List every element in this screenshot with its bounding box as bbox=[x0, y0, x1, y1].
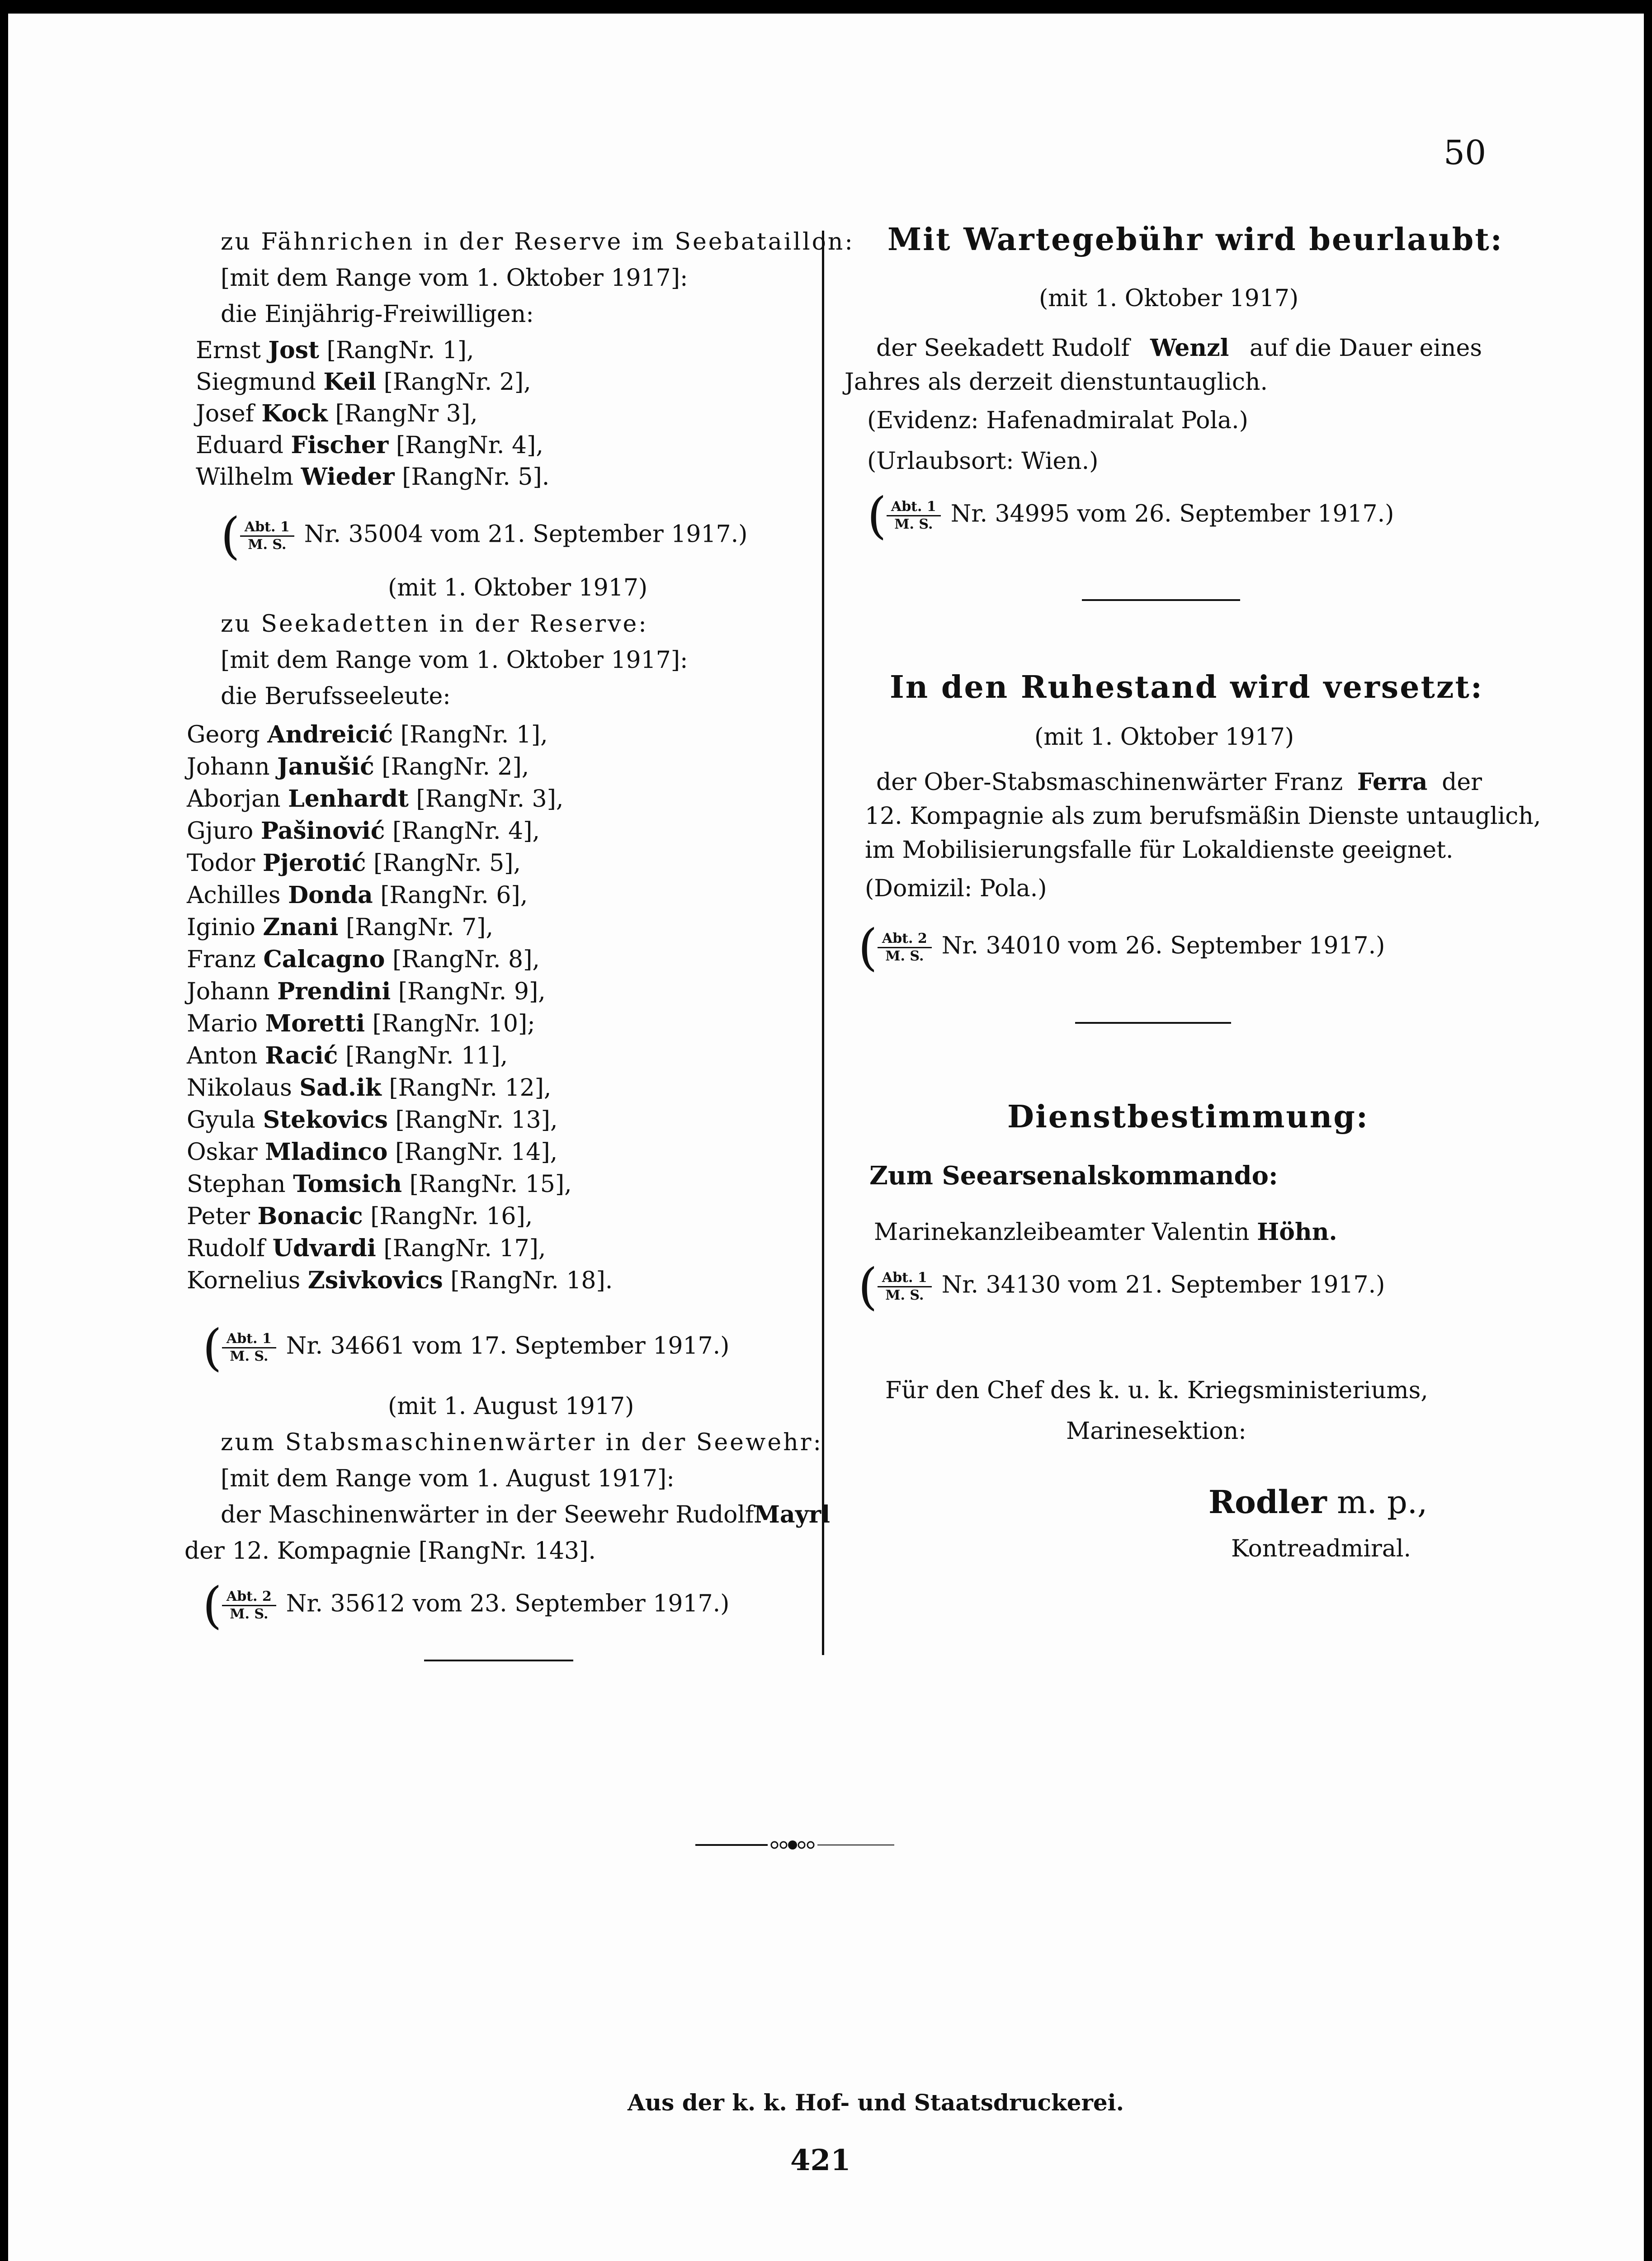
signature-line: Für den Chef des k. u. k. Kriegsministeriums, bbox=[885, 1377, 1428, 1404]
person-surname: Sad.ik bbox=[299, 1074, 382, 1102]
person-entry: Franz Calcagno [RangNr. 8], bbox=[187, 946, 540, 973]
body-line: der Seekadett Rudolf Wenzl auf die Dauer eines bbox=[876, 334, 1482, 362]
group-label: die Einjährig-Freiwilligen: bbox=[221, 301, 534, 328]
date-line: (mit 1. August 1917) bbox=[388, 1393, 634, 1420]
section-heading-seekadetten: zu Seekadetten in der Reserve: bbox=[221, 610, 648, 638]
person-entry: Gyula Stekovics [RangNr. 13], bbox=[187, 1106, 558, 1134]
date-line: (mit 1. Oktober 1917) bbox=[1039, 285, 1299, 312]
section-heading-ruhestand: In den Ruhestand wird versetzt: bbox=[890, 669, 1484, 705]
section-heading-dienstbestimmung: Dienstbestimmung: bbox=[1007, 1099, 1369, 1135]
reference-line: ( $\frac{\text{Abt. 1}}{M. S.}$ Nr. 34995 vom 26. September 1917.) bbox=[867, 487, 1394, 544]
body-line: der 12. Kompagnie [RangNr. 143]. bbox=[184, 1537, 596, 1565]
section-heading-wartegebuehr: Mit Wartegebühr wird beurlaubt: bbox=[887, 222, 1503, 258]
person-surname: Mladinco bbox=[265, 1138, 388, 1166]
person-entry: Siegmund Keil [RangNr. 2], bbox=[196, 368, 531, 396]
person-entry: Josef Kock [RangNr 3], bbox=[196, 400, 478, 427]
person-name: Ferra bbox=[1357, 768, 1428, 796]
person-surname: Janušić bbox=[277, 753, 374, 780]
person-entry: Johann Janušić [RangNr. 2], bbox=[187, 753, 529, 780]
person-surname: Wieder bbox=[301, 463, 395, 491]
date-line: (mit 1. Oktober 1917) bbox=[388, 574, 648, 601]
reference-line: ( $\frac{\text{Abt. 2}}{M. S.}$ Nr. 34010 vom 26. September 1917.) bbox=[858, 918, 1385, 976]
domicile-line: (Domizil: Pola.) bbox=[865, 875, 1047, 902]
person-surname: Znani bbox=[263, 913, 339, 941]
reference-text: Nr. 34661 vom 17. September 1917.) bbox=[286, 1332, 730, 1360]
signatory-title: Kontreadmiral. bbox=[1231, 1535, 1411, 1562]
person-entry: Aborjan Lenhardt [RangNr. 3], bbox=[187, 785, 564, 813]
reference-line: ( $\frac{\text{Abt. 1}}{M. S.}$ Nr. 35004 vom 21. September 1917.) bbox=[221, 507, 748, 565]
person-entry: Johann Prendini [RangNr. 9], bbox=[187, 978, 546, 1005]
separator-rule bbox=[1075, 1022, 1231, 1024]
body-line: 12. Kompagnie als zum berufsmäßin Dienste untauglich, bbox=[865, 803, 1541, 830]
group-label: die Berufsseeleute: bbox=[221, 683, 451, 710]
person-surname: Andreicić bbox=[267, 721, 393, 748]
person-surname: Prendini bbox=[277, 978, 391, 1005]
reference-text: Nr. 35004 vom 21. September 1917.) bbox=[304, 520, 748, 548]
body-line: Jahres als derzeit dienstuntauglich. bbox=[845, 369, 1268, 396]
section-heading-faehnriche: zu Fähnrichen in der Reserve im Seebataillon: bbox=[221, 228, 854, 255]
person-surname: Jost bbox=[268, 336, 320, 364]
person-entry: Peter Bonacic [RangNr. 16], bbox=[187, 1202, 533, 1230]
signature-line: Marinesektion: bbox=[1066, 1418, 1246, 1445]
rank-date-line: [mit dem Range vom 1. Oktober 1917]: bbox=[221, 265, 688, 292]
person-entry: Wilhelm Wieder [RangNr. 5]. bbox=[196, 463, 550, 491]
person-entry: Georg Andreicić [RangNr. 1], bbox=[187, 721, 548, 748]
section-heading-stabsmaschinenwaerter: zum Stabsmaschinenwärter in der Seewehr: bbox=[221, 1429, 823, 1456]
footer-number: 421 bbox=[790, 2143, 851, 2177]
reference-line: ( $\frac{\text{Abt. 1}}{M. S.}$ Nr. 34661 vom 17. September 1917.) bbox=[203, 1319, 730, 1376]
rank-date-line: [mit dem Range vom 1. Oktober 1917]: bbox=[221, 647, 688, 674]
evidence-line: (Evidenz: Hafenadmiralat Pola.) bbox=[867, 407, 1248, 434]
reference-text: Nr. 34995 vom 26. September 1917.) bbox=[950, 500, 1394, 528]
body-line: Marinekanzleibeamter Valentin Höhn. bbox=[874, 1218, 1337, 1246]
person-name: Mayrl bbox=[754, 1501, 830, 1528]
person-surname: Racić bbox=[265, 1042, 338, 1069]
person-entry: Nikolaus Sad.ik [RangNr. 12], bbox=[187, 1074, 552, 1102]
separator-rule bbox=[1082, 599, 1240, 601]
person-surname: Zsivkovics bbox=[307, 1267, 443, 1294]
person-surname: Pjerotić bbox=[262, 849, 366, 877]
reference-text: Nr. 34130 vom 21. September 1917.) bbox=[941, 1271, 1385, 1299]
person-surname: Donda bbox=[288, 881, 373, 909]
person-surname: Udvardi bbox=[272, 1235, 376, 1262]
person-name: Wenzl bbox=[1150, 334, 1229, 362]
document-page bbox=[8, 14, 1644, 2261]
reference-text: Nr. 35612 vom 23. September 1917.) bbox=[286, 1590, 730, 1618]
separator-rule bbox=[424, 1660, 573, 1661]
person-surname: Kock bbox=[261, 400, 328, 427]
person-entry: Anton Racić [RangNr. 11], bbox=[187, 1042, 508, 1069]
page-number: 50 bbox=[1444, 133, 1487, 172]
subheading: Zum Seearsenalskommando: bbox=[869, 1161, 1278, 1191]
ornament-divider bbox=[695, 1834, 894, 1856]
person-entry: Achilles Donda [RangNr. 6], bbox=[187, 881, 528, 909]
rank-date-line: [mit dem Range vom 1. August 1917]: bbox=[221, 1465, 675, 1492]
signatory-name: Rodler bbox=[1208, 1483, 1327, 1521]
person-entry: Ernst Jost [RangNr. 1], bbox=[196, 336, 474, 364]
printer-imprint: Aus der k. k. Hof- und Staatsdruckerei. bbox=[628, 2089, 1124, 2116]
person-entry: Eduard Fischer [RangNr. 4], bbox=[196, 431, 543, 459]
date-line: (mit 1. Oktober 1917) bbox=[1034, 724, 1294, 751]
person-surname: Lenhardt bbox=[288, 785, 409, 813]
person-surname: Keil bbox=[323, 368, 377, 396]
person-entry: Gjuro Pašinović [RangNr. 4], bbox=[187, 817, 540, 845]
reference-line: ( $\frac{\text{Abt. 2}}{M. S.}$ Nr. 35612 vom 23. September 1917.) bbox=[203, 1576, 730, 1634]
person-entry: Kornelius Zsivkovics [RangNr. 18]. bbox=[187, 1267, 613, 1294]
person-entry: Iginio Znani [RangNr. 7], bbox=[187, 913, 493, 941]
body-line: der Maschinenwärter in der Seewehr Rudolf Mayrl bbox=[221, 1501, 830, 1528]
person-surname: Stekovics bbox=[263, 1106, 388, 1134]
reference-text: Nr. 34010 vom 26. September 1917.) bbox=[941, 932, 1385, 960]
person-name: Höhn. bbox=[1257, 1218, 1337, 1246]
person-entry: Rudolf Udvardi [RangNr. 17], bbox=[187, 1235, 546, 1262]
body-line: der Ober-Stabsmaschinenwärter Franz Ferra der bbox=[876, 768, 1482, 796]
person-surname: Moretti bbox=[265, 1010, 365, 1037]
person-surname: Fischer bbox=[291, 431, 389, 459]
person-entry: Mario Moretti [RangNr. 10]; bbox=[187, 1010, 535, 1037]
person-surname: Calcagno bbox=[263, 946, 385, 973]
vacation-location-line: (Urlaubsort: Wien.) bbox=[867, 448, 1099, 475]
person-surname: Pašinović bbox=[260, 817, 385, 845]
body-line: im Mobilisierungsfalle für Lokaldienste geeignet. bbox=[865, 837, 1454, 864]
person-entry: Stephan Tomsich [RangNr. 15], bbox=[187, 1170, 572, 1198]
signature: Rodler m. p., bbox=[1208, 1483, 1428, 1521]
person-entry: Oskar Mladinco [RangNr. 14], bbox=[187, 1138, 558, 1166]
person-entry: Todor Pjerotić [RangNr. 5], bbox=[187, 849, 521, 877]
person-surname: Tomsich bbox=[293, 1170, 402, 1198]
reference-line: ( $\frac{\text{Abt. 1}}{M. S.}$ Nr. 34130 vom 21. September 1917.) bbox=[858, 1258, 1385, 1315]
person-surname: Bonacic bbox=[257, 1202, 363, 1230]
